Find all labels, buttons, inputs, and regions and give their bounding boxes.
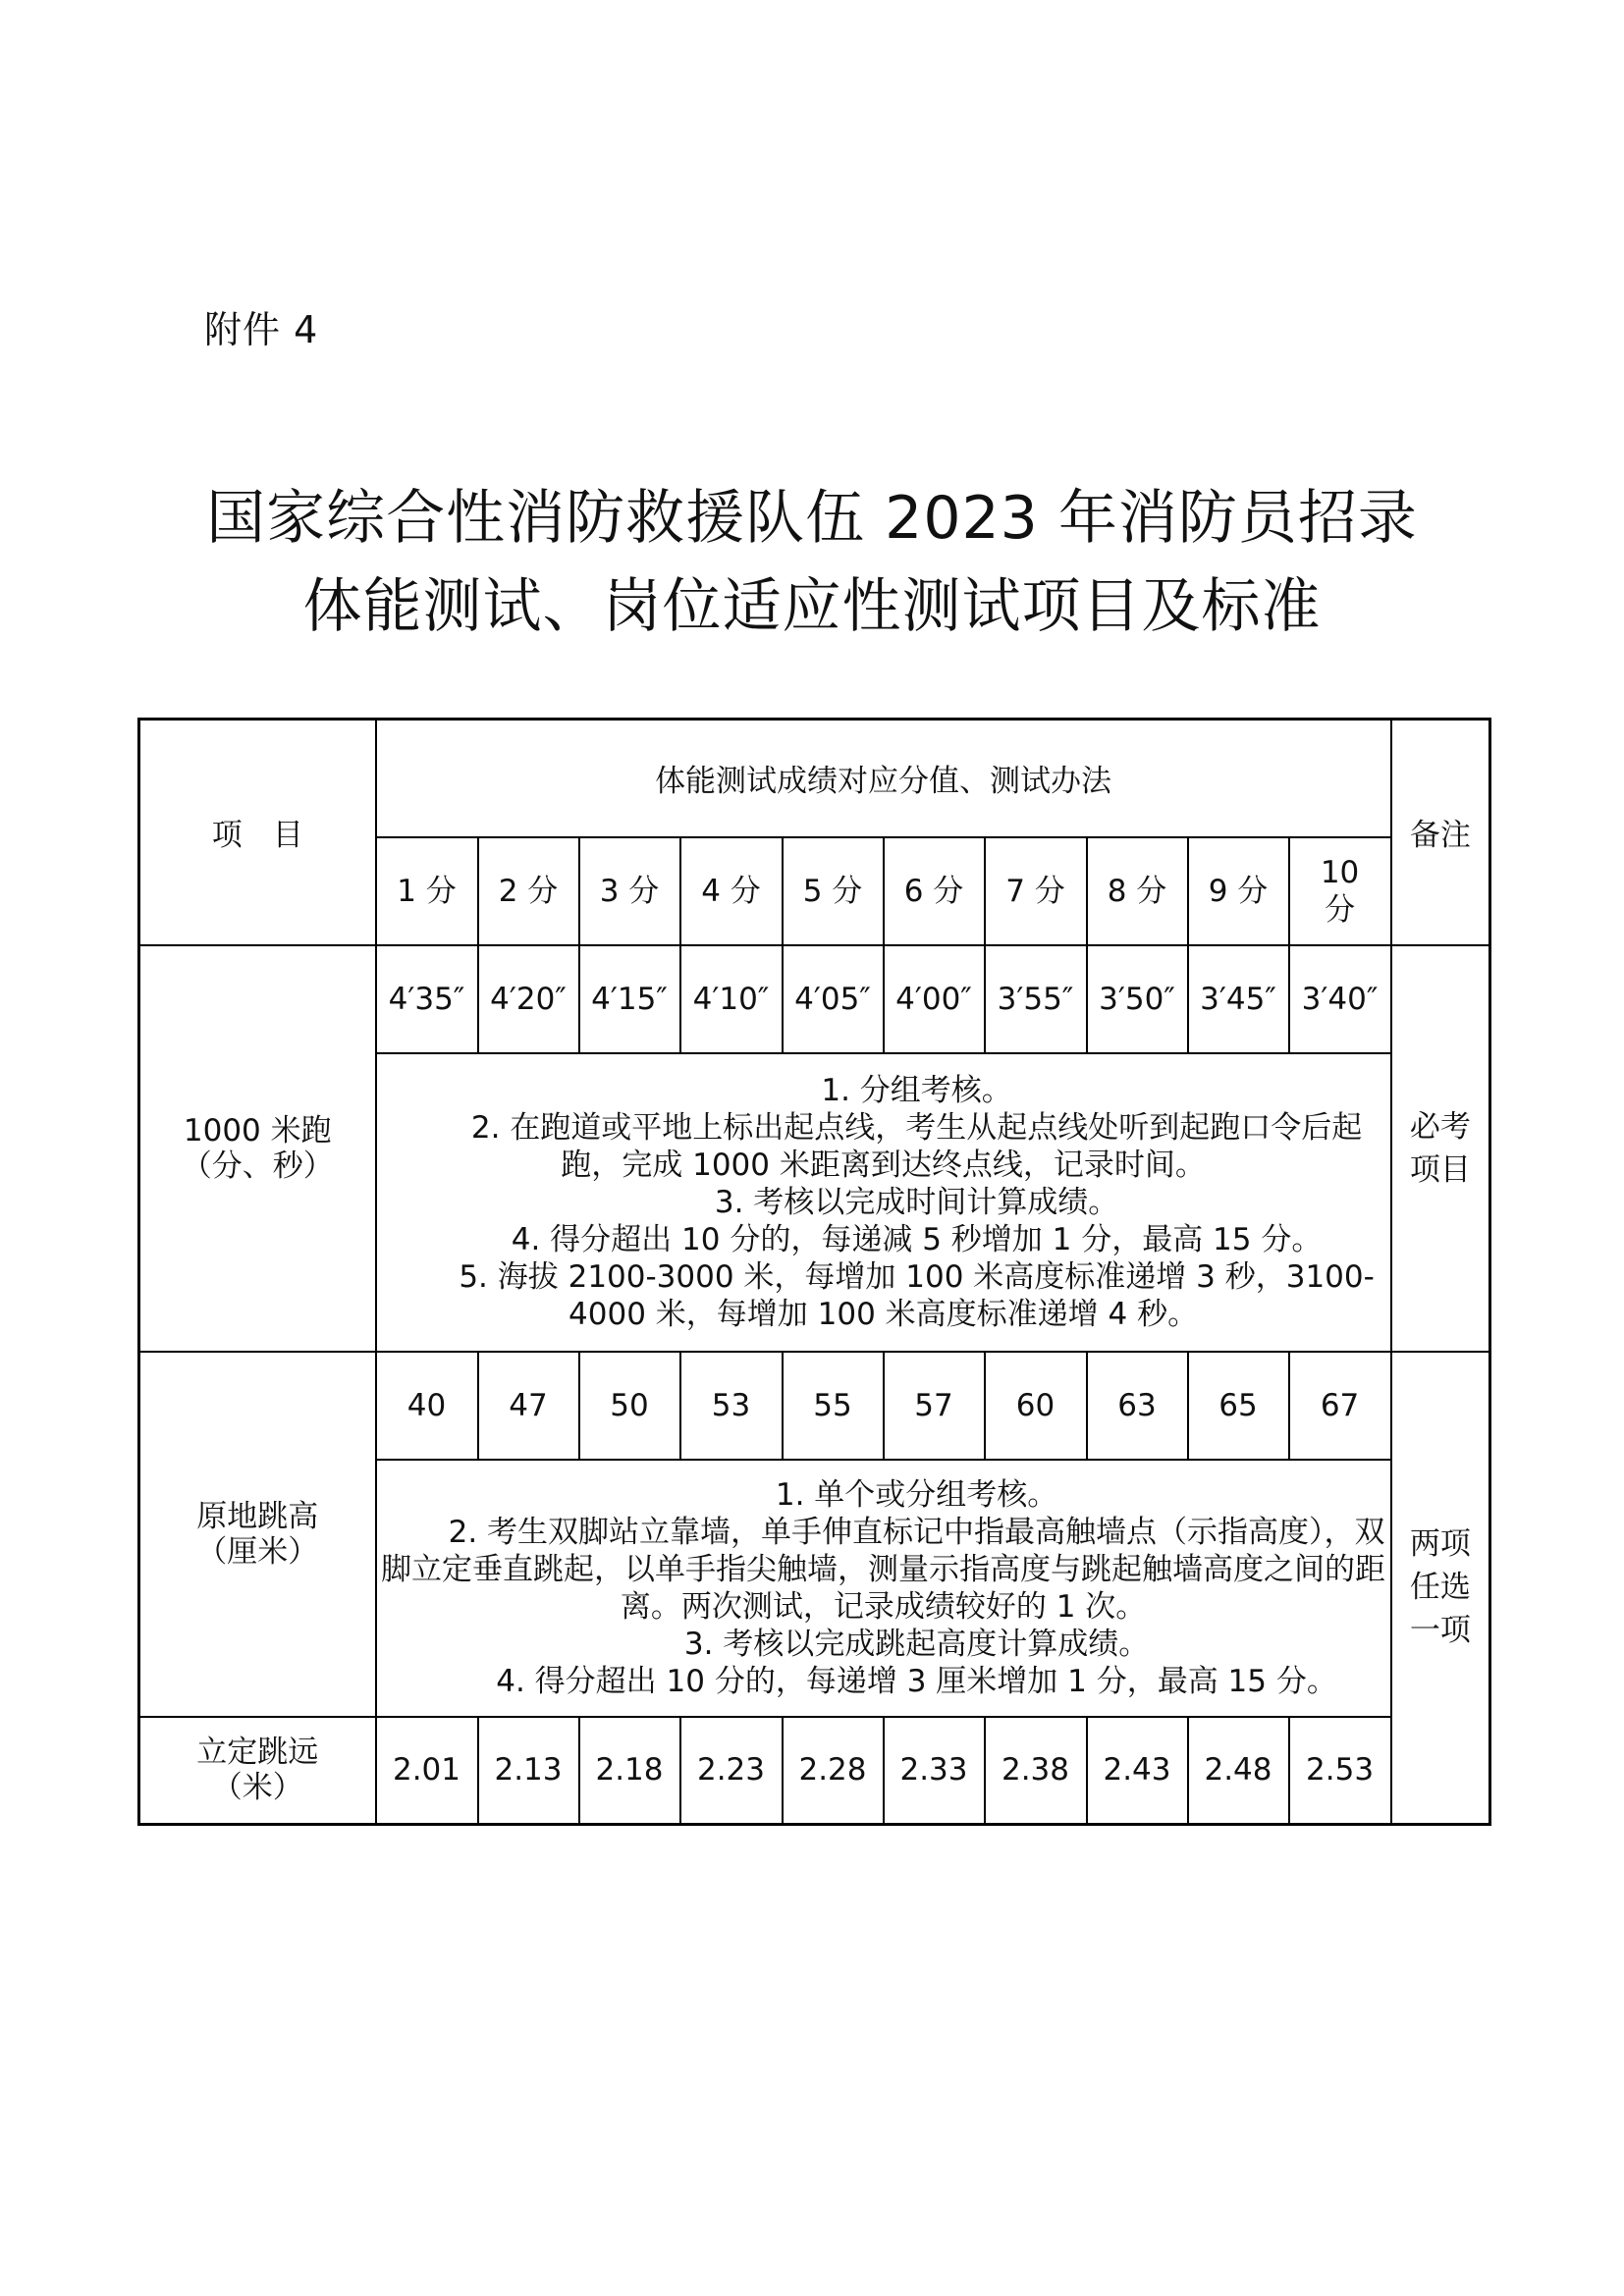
value-cell: 65 — [1188, 1352, 1289, 1460]
value-cell: 4′35″ — [376, 945, 478, 1053]
value-cell: 53 — [680, 1352, 783, 1460]
note-line: 1. 单个或分组考核。 — [775, 1476, 1058, 1513]
score-header-cell: 8 分 — [1087, 837, 1188, 945]
item-name-line: （米） — [211, 1770, 303, 1806]
value-cell: 2.28 — [783, 1717, 884, 1825]
remark-required — [1391, 945, 1490, 1352]
score-header-cell: 9 分 — [1188, 837, 1289, 945]
value-cell: 3′45″ — [1188, 945, 1289, 1053]
note-line: 1. 分组考核。 — [821, 1072, 1012, 1108]
item-name-line: （厘米） — [196, 1533, 319, 1570]
score-header-cell: 7 分 — [985, 837, 1087, 945]
item-name-high-jump — [139, 1352, 376, 1717]
value-cell: 4′20″ — [478, 945, 579, 1053]
score-header-cell: 5 分 — [783, 837, 884, 945]
header-remark-cell: 备注 — [1391, 720, 1490, 945]
score-header-cell: 1 分 — [376, 837, 478, 945]
fitness-test-standards-table — [137, 718, 1491, 1826]
value-cell: 4′10″ — [680, 945, 783, 1053]
item-name-long-jump — [139, 1717, 376, 1825]
table-row-high-jump-values — [139, 1352, 1490, 1460]
value-cell: 4′00″ — [884, 945, 985, 1053]
value-cell: 55 — [783, 1352, 884, 1460]
table-header-row — [139, 720, 1490, 837]
document-title-line-2: 体能测试、岗位适应性测试项目及标准 — [302, 572, 1322, 641]
note-line: 3. 考核以完成时间计算成绩。 — [714, 1184, 1119, 1220]
value-cell: 67 — [1289, 1352, 1391, 1460]
note-line: 3. 考核以完成跳起高度计算成绩。 — [683, 1626, 1150, 1662]
remark-line: 项目 — [1409, 1151, 1471, 1188]
test-method-notes-1000m — [376, 1053, 1391, 1352]
attachment-label: 附件 4 — [204, 308, 319, 351]
score-header-cell: 4 分 — [680, 837, 783, 945]
remark-line: 两项 — [1409, 1526, 1471, 1563]
item-name-1000m — [139, 945, 376, 1352]
value-cell: 57 — [884, 1352, 985, 1460]
note-line: 2. 在跑道或平地上标出起点线，考生从起点线处听到起跑口令后起跑，完成 1000 米距离到达终点线，记录时间。 — [470, 1109, 1363, 1183]
value-cell: 2.13 — [478, 1717, 579, 1825]
value-cell: 2.23 — [680, 1717, 783, 1825]
item-name-line: 立定跳远 — [196, 1735, 319, 1771]
remark-line: 一项 — [1409, 1613, 1471, 1649]
value-cell: 3′55″ — [985, 945, 1087, 1053]
header-score-group-cell: 体能测试成绩对应分值、测试办法 — [376, 720, 1391, 837]
note-line: 5. 海拔 2100-3000 米，每增加 100 米高度标准递增 3 秒，3100-4000 米，每增加 100 米高度标准递增 4 秒。 — [459, 1258, 1375, 1332]
note-line: 4. 得分超出 10 分的，每递减 5 秒增加 1 分，最高 15 分。 — [511, 1221, 1323, 1257]
item-name-line: （分、秒） — [181, 1148, 334, 1184]
document-title-line-1: 国家综合性消防救援队伍 2023 年消防员招录 — [206, 484, 1418, 553]
value-cell: 4′15″ — [579, 945, 680, 1053]
value-cell: 63 — [1087, 1352, 1188, 1460]
value-cell: 40 — [376, 1352, 478, 1460]
score-header-cell: 3 分 — [579, 837, 680, 945]
score-header-cell: 6 分 — [884, 837, 985, 945]
header-item-cell: 项 目 — [139, 720, 376, 945]
remark-line: 必考 — [1409, 1108, 1471, 1145]
value-cell: 2.38 — [985, 1717, 1087, 1825]
note-line: 2. 考生双脚站立靠墙，单手伸直标记中指最高触墙点（示指高度），双脚立定垂直跳起，以单手指尖触墙，测量示指高度与跳起触墙高度之间的距离。两次测试，记录成绩较好的 1 次。 — [381, 1514, 1386, 1625]
item-name-line: 原地跳高 — [196, 1498, 319, 1534]
value-cell: 47 — [478, 1352, 579, 1460]
table-row-1000m-values — [139, 945, 1490, 1053]
test-method-notes-high-jump — [376, 1460, 1391, 1717]
value-cell: 2.18 — [579, 1717, 680, 1825]
value-cell: 60 — [985, 1352, 1087, 1460]
value-cell: 2.43 — [1087, 1717, 1188, 1825]
value-cell: 2.01 — [376, 1717, 478, 1825]
value-cell: 2.48 — [1188, 1717, 1289, 1825]
remark-line: 任选 — [1409, 1570, 1471, 1606]
value-cell: 50 — [579, 1352, 680, 1460]
value-cell: 2.33 — [884, 1717, 985, 1825]
score-header-cell: 10 分 — [1289, 837, 1391, 945]
value-cell: 2.53 — [1289, 1717, 1391, 1825]
score-header-cell: 2 分 — [478, 837, 579, 945]
note-line: 4. 得分超出 10 分的，每递增 3 厘米增加 1 分，最高 15 分。 — [496, 1663, 1337, 1699]
value-cell: 3′40″ — [1289, 945, 1391, 1053]
value-cell: 3′50″ — [1087, 945, 1188, 1053]
value-cell: 4′05″ — [783, 945, 884, 1053]
item-name-line: 1000 米跑 — [183, 1112, 332, 1148]
remark-optional — [1391, 1352, 1490, 1825]
table-row-long-jump — [139, 1717, 1490, 1825]
